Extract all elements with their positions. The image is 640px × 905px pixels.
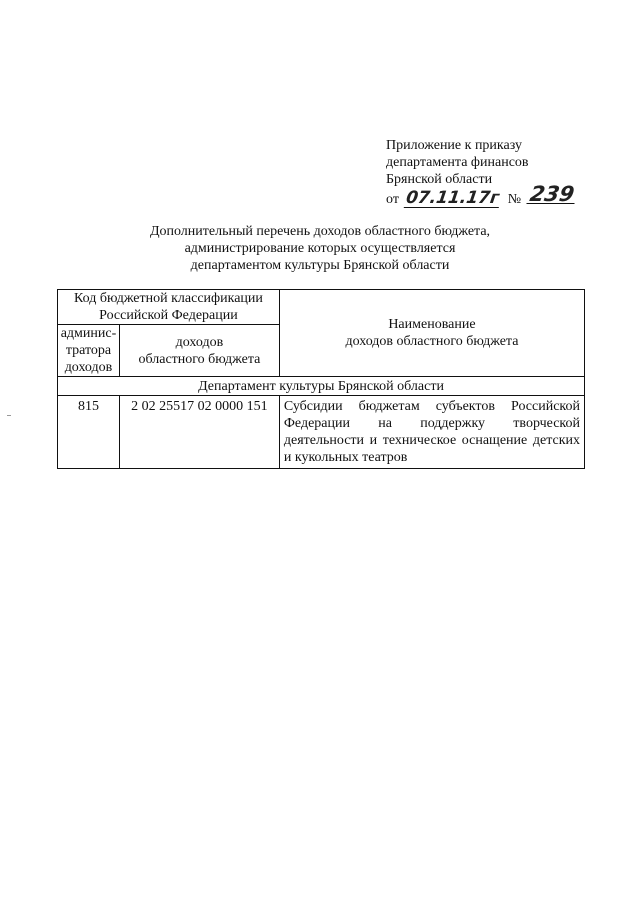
number-label: № — [507, 192, 522, 207]
table-row — [58, 396, 585, 469]
scan-mark — [7, 415, 11, 416]
appendix-block — [386, 137, 616, 210]
handwritten-date: 07.11.17г — [405, 188, 501, 208]
section-row — [58, 377, 585, 396]
appendix-line-1: Приложение к приказу — [386, 138, 522, 153]
document-title — [90, 223, 550, 274]
table-header-row-1 — [58, 290, 585, 325]
appendix-line-3: Брянской области — [386, 172, 493, 187]
revenue-table — [57, 289, 585, 469]
appendix-line-2: департамента финансов — [386, 155, 529, 170]
from-label: от — [386, 192, 399, 207]
handwritten-number: 239 — [527, 182, 576, 206]
revenue-code-cell: 2 02 25517 02 0000 151 — [119, 396, 279, 469]
appendix-date-number-row — [386, 182, 616, 210]
header-admin: админис- тратора доходов — [58, 325, 120, 377]
title-line-1: Дополнительный перечень доходов областного бюджета, — [149, 224, 491, 239]
title-line-2: администрирование которых осуществляется — [184, 241, 456, 256]
admin-code-cell: 815 — [58, 396, 120, 469]
header-revenue: доходов областного бюджета — [119, 325, 279, 377]
section-title: Департамент культуры Брянской области — [58, 377, 585, 396]
header-code-group: Код бюджетной классификации Российской Федерации — [58, 290, 280, 325]
header-name: Наименование доходов областного бюджета — [279, 290, 584, 377]
title-line-3: департаментом культуры Брянской области — [190, 258, 450, 273]
revenue-name-cell: Субсидии бюджетам субъектов Российской Федерации на поддержку творческой деятельности и техническое оснащение детских и кукольных театров — [279, 396, 584, 469]
